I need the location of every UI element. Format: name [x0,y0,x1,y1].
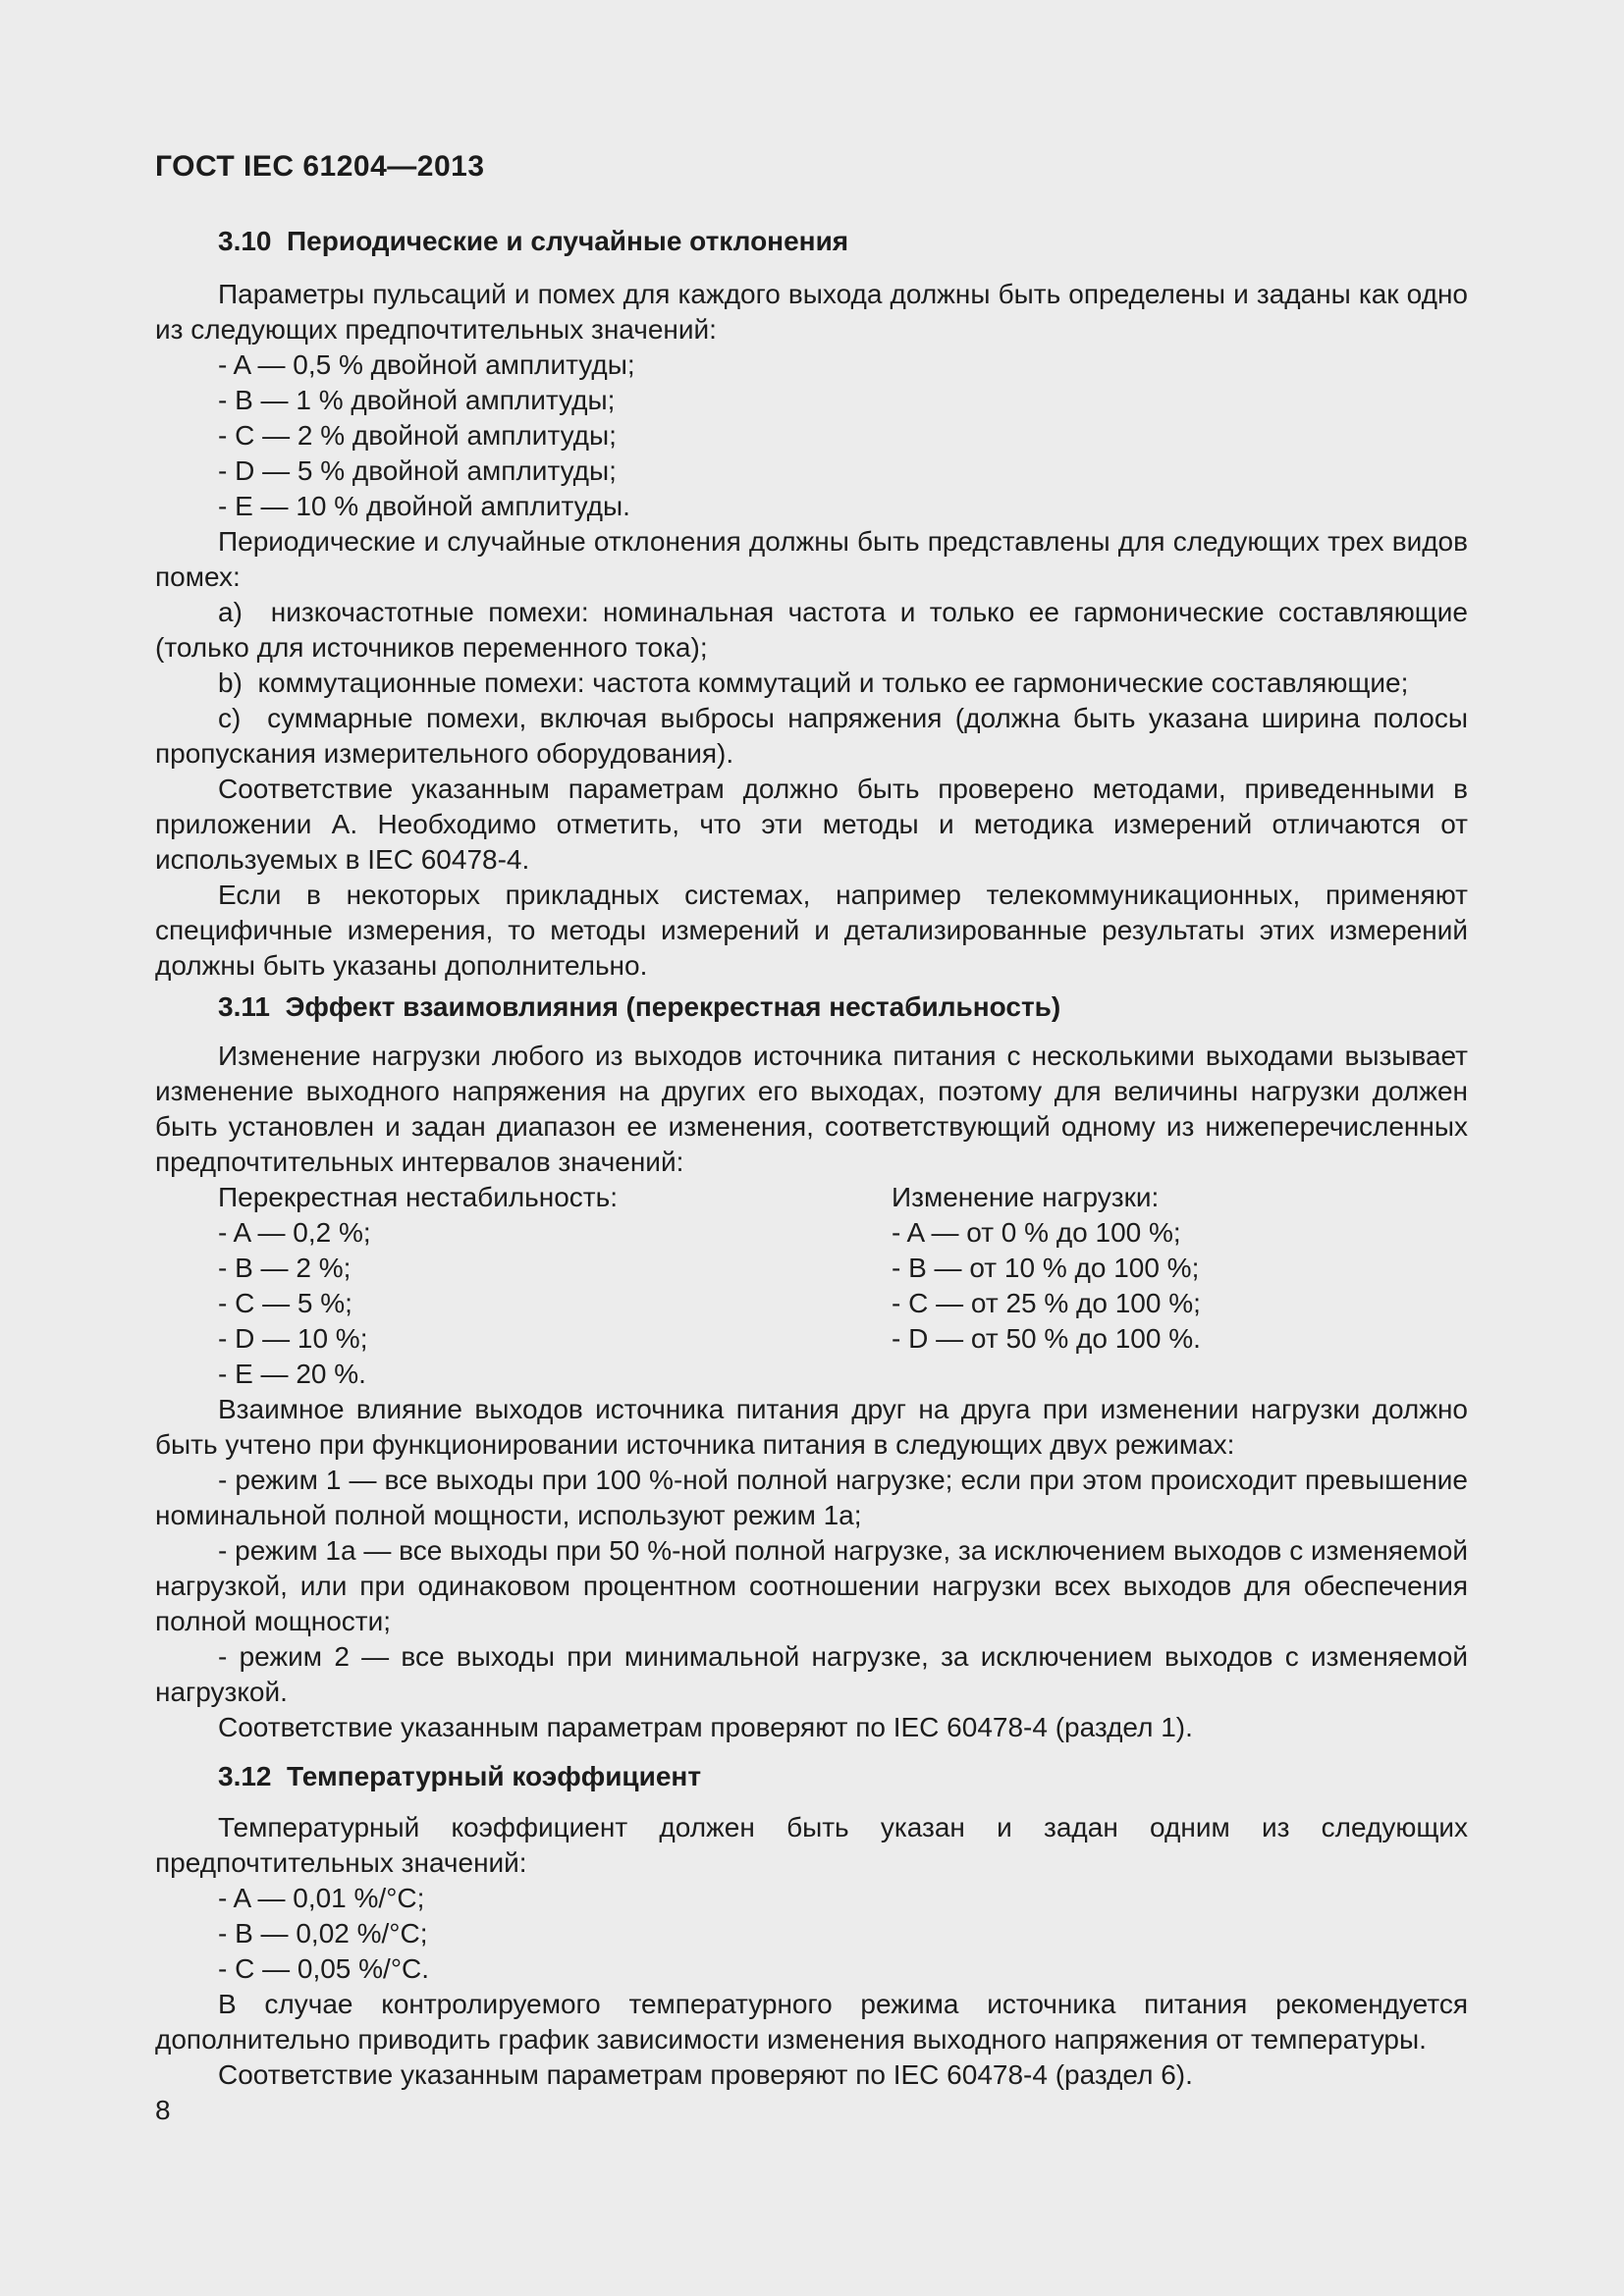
document-content [155,149,1468,2128]
paragraph-ripple-intro: Параметры пульсаций и помех для каждого выхода должны быть определены и заданы как одно из следующих предпочтительных значений: [155,279,1468,345]
paragraph-compliance-methods: Соответствие указанным параметрам должно быть проверено методами, приведенными в приложении А. Необходимо отметить, что эти методы и методика измерений отличаются от используемых в IEC 60478-4. [155,774,1468,875]
paragraph-cross-regulation-intro: Изменение нагрузки любого из выходов источника питания с несколькими выходами вызывает изменение выходного напряжения на других его выходах, поэтому для величины нагрузки должен быть установлен и задан диапазон ее изменения, соответствующий одному из нижеперечисленных предпочтительных интервалов значений: [155,1041,1468,1177]
list-item-load-b: - B — от 10 % до 100 %; [892,1253,1200,1283]
list-item-temp-c: - C — 0,05 %/°C. [218,1953,430,1984]
paragraph-noise-types: Периодические и случайные отклонения должны быть представлены для следующих трех видов помех: [155,526,1468,592]
section-heading-3-12: 3.12 Температурный коэффициент [218,1761,702,1791]
list-item-load-a: - A — от 0 % до 100 %; [892,1217,1181,1248]
paragraph-mutual-influence: Взаимное влияние выходов источника питания друг на друга при изменении нагрузки должно быть учтено при функционировании источника питания в следующих двух режимах: [155,1394,1468,1460]
list-item-load-c: - C — от 25 % до 100 %; [892,1288,1201,1318]
list-item-cross-a: - A — 0,2 %; [218,1217,371,1248]
list-item-mode-1: - режим 1 — все выходы при 100 %-ной полной нагрузке; если при этом происходит превышение номинальной полной мощности, используют режим 1а; [155,1465,1468,1530]
list-item-ripple-a: - A — 0,5 % двойной амплитуды; [218,349,635,380]
list-item-noise-b: b) коммутационные помехи: частота коммутаций и только ее гармонические составляющие; [218,667,1409,698]
page-number: 8 [155,2095,171,2125]
list-item-temp-b: - B — 0,02 %/°C; [218,1918,428,1949]
two-column-list [155,1180,1468,1392]
list-item-load-d: - D — от 50 % до 100 %. [892,1323,1201,1354]
section-heading-3-10: 3.10 Периодические и случайные отклонения [218,226,849,256]
list-item-mode-1a: - режим 1а — все выходы при 50 %-ной полной нагрузке, за исключением выходов с изменяемой нагрузкой, или при одинаковом процентном соотношении нагрузки всех выходов для обеспечения полной мощности; [155,1535,1468,1636]
list-item-ripple-c: - C — 2 % двойной амплитуды; [218,420,617,451]
list-item-ripple-d: - D — 5 % двойной амплитуды; [218,455,617,486]
list-item-noise-c: c) суммарные помехи, включая выбросы напряжения (должна быть указана ширина полосы пропускания измерительного оборудования). [155,703,1468,769]
paragraph-temp-graph-recommendation: В случае контролируемого температурного режима источника питания рекомендуется дополнительно приводить график зависимости изменения выходного напряжения от температуры. [155,1989,1468,2055]
list-item-cross-d: - D — 10 %; [218,1323,368,1354]
paragraph-temp-coefficient-intro: Температурный коэффициент должен быть указан и задан одним из следующих предпочтительных значений: [155,1812,1468,1878]
list-item-cross-b: - B — 2 %; [218,1253,352,1283]
paragraph-compliance-section-6: Соответствие указанным параметрам проверяют по IEC 60478-4 (раздел 6). [218,2059,1193,2090]
list-item-cross-e: - E — 20 %. [218,1359,366,1389]
list-item-noise-a: a) низкочастотные помехи: номинальная частота и только ее гармонические составляющие (только для источников переменного тока); [155,597,1468,663]
list-item-temp-a: - A — 0,01 %/°C; [218,1883,425,1913]
load-change-column [892,1180,1468,1392]
paragraph-compliance-section-1: Соответствие указанным параметрам проверяют по IEC 60478-4 (раздел 1). [218,1712,1193,1742]
section-heading-3-11: 3.11 Эффект взаимовлияния (перекрестная нестабильность) [218,991,1061,1022]
list-item-ripple-e: - E — 10 % двойной амплитуды. [218,491,630,521]
paragraph-special-measurements: Если в некоторых прикладных системах, например телекоммуникационных, применяют специфичные измерения, то методы измерений и детализированные результаты этих измерений должны быть указаны дополнительно. [155,880,1468,981]
list-item-mode-2: - режим 2 — все выходы при минимальной нагрузке, за исключением выходов с изменяемой нагрузкой. [155,1641,1468,1707]
column-title-cross-regulation: Перекрестная нестабильность: [218,1182,618,1212]
document-code-header: ГОСТ IEC 61204—2013 [155,150,485,183]
column-title-load-change: Изменение нагрузки: [892,1182,1160,1212]
list-item-ripple-b: - B — 1 % двойной амплитуды; [218,385,616,415]
list-item-cross-c: - C — 5 %; [218,1288,352,1318]
cross-regulation-column [155,1180,892,1392]
